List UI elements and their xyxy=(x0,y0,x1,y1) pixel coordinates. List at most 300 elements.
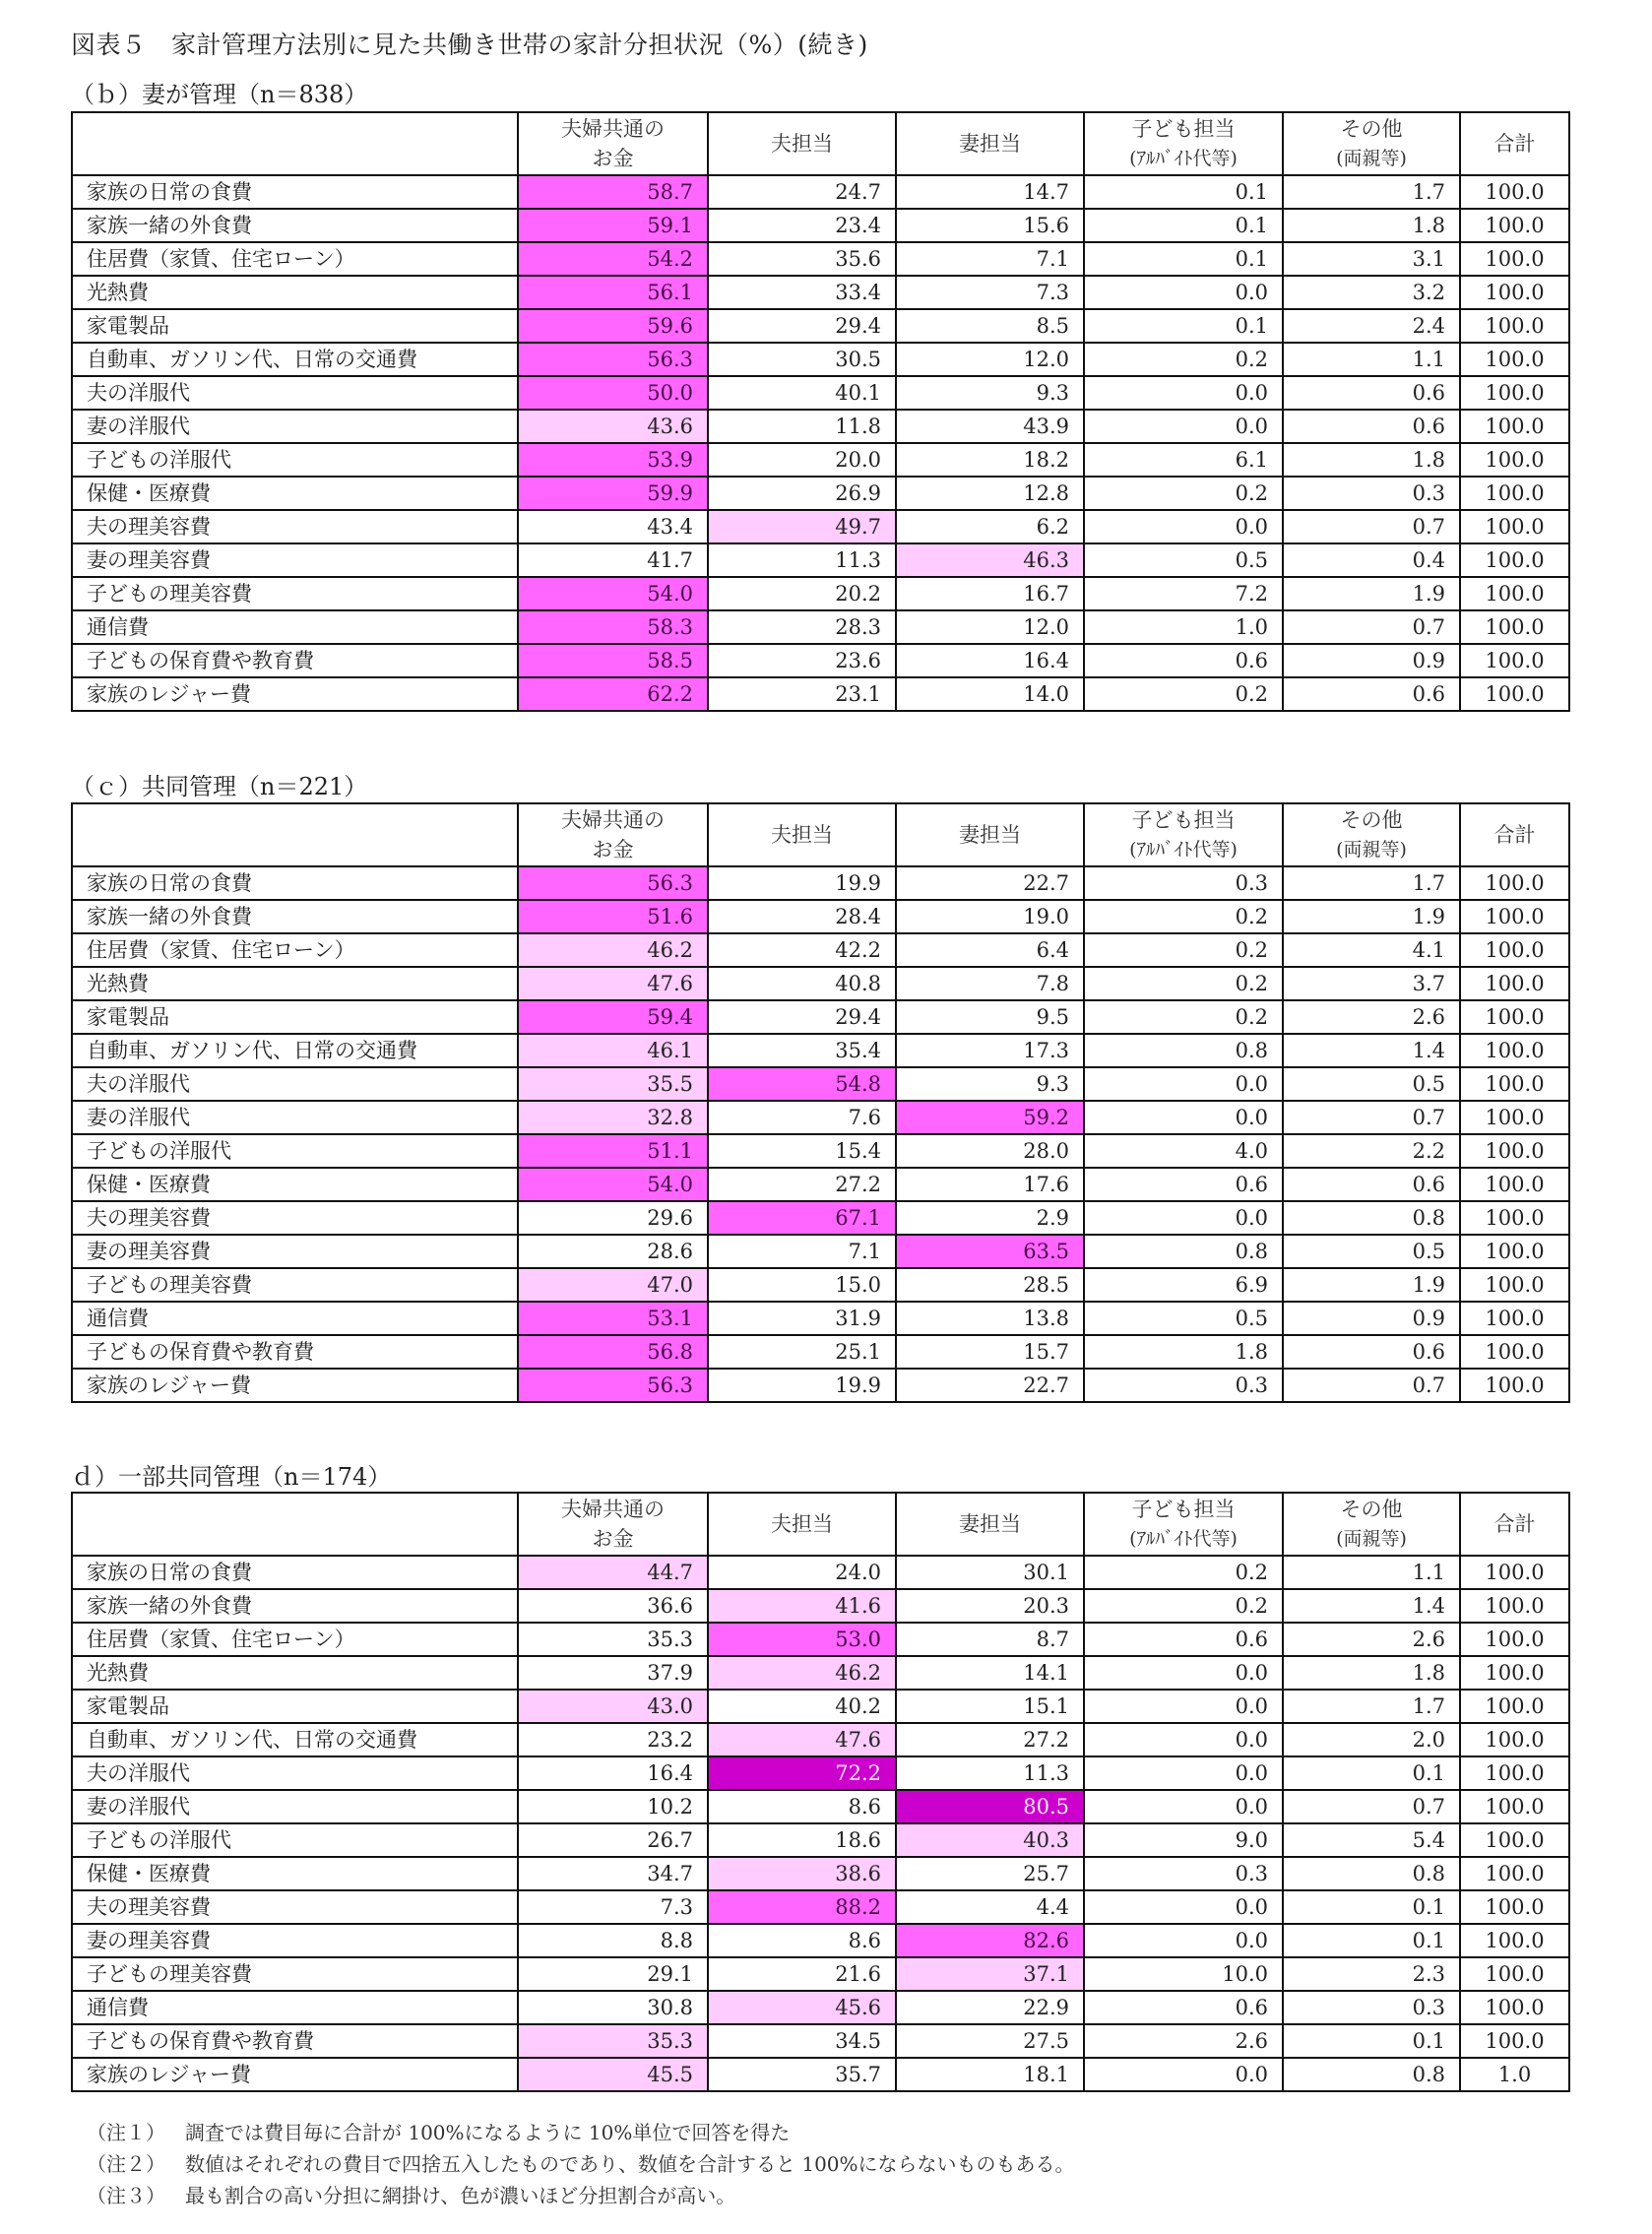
value-cell: 100.0 xyxy=(1460,1790,1569,1823)
value-cell: 4.0 xyxy=(1084,1134,1283,1168)
value-cell: 28.0 xyxy=(896,1134,1084,1168)
header-other: その他 (両親等) xyxy=(1283,1493,1460,1556)
highlighted-cell: 35.3 xyxy=(518,2024,708,2058)
value-cell: 100.0 xyxy=(1460,1756,1569,1790)
value-cell: 100.0 xyxy=(1460,1690,1569,1723)
highlighted-cell: 56.3 xyxy=(518,343,708,376)
value-cell: 0.0 xyxy=(1084,1723,1283,1756)
header-item xyxy=(72,1493,518,1556)
highlighted-cell: 72.2 xyxy=(708,1756,896,1790)
value-cell: 0.0 xyxy=(1084,510,1283,543)
value-cell: 100.0 xyxy=(1460,343,1569,376)
highlighted-cell: 51.6 xyxy=(518,900,708,933)
highlighted-cell: 41.6 xyxy=(708,1589,896,1623)
value-cell: 0.5 xyxy=(1084,543,1283,577)
value-cell: 0.8 xyxy=(1283,1857,1460,1890)
value-cell: 3.1 xyxy=(1283,242,1460,276)
value-cell: 19.0 xyxy=(896,900,1084,933)
row-label: 自動車、ガソリン代、日常の交通費 xyxy=(72,343,518,376)
header-wife: 妻担当 xyxy=(896,803,1084,866)
value-cell: 28.5 xyxy=(896,1268,1084,1302)
highlighted-cell: 59.9 xyxy=(518,477,708,510)
value-cell: 22.9 xyxy=(896,1991,1084,2024)
table-row xyxy=(72,343,1569,376)
row-label: 家族の日常の食費 xyxy=(72,175,518,209)
value-cell: 100.0 xyxy=(1460,677,1569,711)
highlighted-cell: 49.7 xyxy=(708,510,896,543)
value-cell: 9.3 xyxy=(896,1067,1084,1101)
value-cell: 12.0 xyxy=(896,343,1084,376)
highlighted-cell: 47.6 xyxy=(518,967,708,1000)
value-cell: 42.2 xyxy=(708,933,896,967)
table-row xyxy=(72,543,1569,577)
table-row xyxy=(72,1924,1569,1957)
row-label: 家族の日常の食費 xyxy=(72,866,518,900)
table-row xyxy=(72,1134,1569,1168)
highlighted-cell: 59.6 xyxy=(518,309,708,343)
table-row xyxy=(72,967,1569,1000)
table-row xyxy=(72,933,1569,967)
highlighted-cell: 46.1 xyxy=(518,1034,708,1067)
highlighted-cell: 53.0 xyxy=(708,1623,896,1656)
value-cell: 28.3 xyxy=(708,610,896,644)
table-row xyxy=(72,1302,1569,1335)
value-cell: 0.0 xyxy=(1084,1656,1283,1690)
value-cell: 0.3 xyxy=(1084,1369,1283,1402)
row-label: 住居費（家賃、住宅ローン） xyxy=(72,242,518,276)
value-cell: 0.6 xyxy=(1283,1335,1460,1369)
row-label: 妻の理美容費 xyxy=(72,1924,518,1957)
table-row xyxy=(72,376,1569,410)
value-cell: 1.7 xyxy=(1283,866,1460,900)
value-cell: 22.7 xyxy=(896,1369,1084,1402)
row-label: 夫の理美容費 xyxy=(72,510,518,543)
highlighted-cell: 46.3 xyxy=(896,543,1084,577)
value-cell: 18.6 xyxy=(708,1823,896,1857)
value-cell: 100.0 xyxy=(1460,1723,1569,1756)
section-title-c: （ｃ）共同管理（n＝221） xyxy=(71,773,368,800)
value-cell: 0.1 xyxy=(1084,175,1283,209)
value-cell: 0.9 xyxy=(1283,644,1460,677)
highlighted-cell: 43.0 xyxy=(518,1690,708,1723)
highlighted-cell: 45.5 xyxy=(518,2058,708,2091)
value-cell: 0.3 xyxy=(1084,1857,1283,1890)
value-cell: 0.0 xyxy=(1084,1101,1283,1134)
row-label: 家族一緒の外食費 xyxy=(72,900,518,933)
table-row xyxy=(72,1000,1569,1034)
value-cell: 27.2 xyxy=(896,1723,1084,1756)
row-label: 住居費（家賃、住宅ローン） xyxy=(72,1623,518,1656)
value-cell: 7.3 xyxy=(518,1890,708,1924)
table-row xyxy=(72,1168,1569,1201)
value-cell: 0.0 xyxy=(1084,276,1283,309)
value-cell: 1.4 xyxy=(1283,1034,1460,1067)
table-row xyxy=(72,276,1569,309)
row-label: 家電製品 xyxy=(72,309,518,343)
value-cell: 1.7 xyxy=(1283,175,1460,209)
value-cell: 0.1 xyxy=(1084,209,1283,242)
value-cell: 0.4 xyxy=(1283,543,1460,577)
row-label: 光熱費 xyxy=(72,967,518,1000)
value-cell: 100.0 xyxy=(1460,1857,1569,1890)
value-cell: 100.0 xyxy=(1460,443,1569,477)
header-other: その他 (両親等) xyxy=(1283,803,1460,866)
value-cell: 31.9 xyxy=(708,1302,896,1335)
highlighted-cell: 56.8 xyxy=(518,1335,708,1369)
highlighted-cell: 32.8 xyxy=(518,1101,708,1134)
table-row xyxy=(72,1268,1569,1302)
header-shared-money: 夫婦共通の お金 xyxy=(518,1493,708,1556)
value-cell: 100.0 xyxy=(1460,1991,1569,2024)
row-label: 家族一緒の外食費 xyxy=(72,1589,518,1623)
header-other: その他 (両親等) xyxy=(1283,112,1460,175)
table-row xyxy=(72,1790,1569,1823)
value-cell: 23.1 xyxy=(708,677,896,711)
row-label: 自動車、ガソリン代、日常の交通費 xyxy=(72,1723,518,1756)
value-cell: 21.6 xyxy=(708,1957,896,1991)
value-cell: 20.2 xyxy=(708,577,896,610)
value-cell: 40.8 xyxy=(708,967,896,1000)
value-cell: 1.1 xyxy=(1283,1556,1460,1589)
value-cell: 33.4 xyxy=(708,276,896,309)
value-cell: 29.4 xyxy=(708,1000,896,1034)
table-row xyxy=(72,443,1569,477)
value-cell: 22.7 xyxy=(896,866,1084,900)
value-cell: 18.1 xyxy=(896,2058,1084,2091)
row-label: 子どもの保育費や教育費 xyxy=(72,2024,518,2058)
table-row xyxy=(72,1369,1569,1402)
value-cell: 100.0 xyxy=(1460,1656,1569,1690)
value-cell: 30.5 xyxy=(708,343,896,376)
value-cell: 27.2 xyxy=(708,1168,896,1201)
value-cell: 0.2 xyxy=(1084,1000,1283,1034)
value-cell: 2.0 xyxy=(1283,1723,1460,1756)
row-label: 妻の理美容費 xyxy=(72,543,518,577)
table-row xyxy=(72,1623,1569,1656)
value-cell: 7.3 xyxy=(896,276,1084,309)
header-child: 子ども担当 (ｱﾙﾊﾞｲﾄ代等) xyxy=(1084,803,1283,866)
value-cell: 0.2 xyxy=(1084,933,1283,967)
row-label: 子どもの洋服代 xyxy=(72,443,518,477)
table-row xyxy=(72,900,1569,933)
value-cell: 0.3 xyxy=(1283,1991,1460,2024)
row-label: 光熱費 xyxy=(72,276,518,309)
value-cell: 9.5 xyxy=(896,1000,1084,1034)
value-cell: 0.6 xyxy=(1283,410,1460,443)
table-row xyxy=(72,1034,1569,1067)
highlighted-cell: 59.1 xyxy=(518,209,708,242)
value-cell: 0.1 xyxy=(1283,2024,1460,2058)
value-cell: 100.0 xyxy=(1460,1823,1569,1857)
value-cell: 25.7 xyxy=(896,1857,1084,1890)
value-cell: 0.1 xyxy=(1283,1756,1460,1790)
value-cell: 12.8 xyxy=(896,477,1084,510)
value-cell: 6.1 xyxy=(1084,443,1283,477)
highlighted-cell: 59.2 xyxy=(896,1101,1084,1134)
value-cell: 100.0 xyxy=(1460,610,1569,644)
row-label: 保健・医療費 xyxy=(72,477,518,510)
value-cell: 41.7 xyxy=(518,543,708,577)
value-cell: 100.0 xyxy=(1460,276,1569,309)
value-cell: 0.0 xyxy=(1084,1690,1283,1723)
highlighted-cell: 59.4 xyxy=(518,1000,708,1034)
row-label: 通信費 xyxy=(72,610,518,644)
value-cell: 15.4 xyxy=(708,1134,896,1168)
value-cell: 100.0 xyxy=(1460,1235,1569,1268)
value-cell: 100.0 xyxy=(1460,1101,1569,1134)
highlighted-cell: 56.3 xyxy=(518,866,708,900)
table-row xyxy=(72,1723,1569,1756)
highlighted-cell: 43.6 xyxy=(518,410,708,443)
value-cell: 0.1 xyxy=(1283,1890,1460,1924)
value-cell: 30.1 xyxy=(896,1556,1084,1589)
value-cell: 2.2 xyxy=(1283,1134,1460,1168)
value-cell: 0.5 xyxy=(1283,1235,1460,1268)
row-label: 通信費 xyxy=(72,1302,518,1335)
value-cell: 16.4 xyxy=(896,644,1084,677)
value-cell: 100.0 xyxy=(1460,1924,1569,1957)
header-item xyxy=(72,803,518,866)
highlighted-cell: 54.0 xyxy=(518,577,708,610)
header-total: 合計 xyxy=(1460,1493,1569,1556)
footnote-3: （注３） 最も割合の高い分担に網掛け、色が濃いほど分担割合が高い。 xyxy=(87,2184,736,2207)
highlighted-cell: 47.0 xyxy=(518,1268,708,1302)
value-cell: 100.0 xyxy=(1460,242,1569,276)
header-wife: 妻担当 xyxy=(896,1493,1084,1556)
table-row xyxy=(72,577,1569,610)
value-cell: 0.0 xyxy=(1084,1790,1283,1823)
row-label: 保健・医療費 xyxy=(72,1168,518,1201)
value-cell: 43.9 xyxy=(896,410,1084,443)
value-cell: 1.9 xyxy=(1283,1268,1460,1302)
highlighted-cell: 58.3 xyxy=(518,610,708,644)
highlighted-cell: 54.0 xyxy=(518,1168,708,1201)
value-cell: 40.1 xyxy=(708,376,896,410)
value-cell: 34.5 xyxy=(708,2024,896,2058)
value-cell: 8.8 xyxy=(518,1924,708,1957)
value-cell: 23.4 xyxy=(708,209,896,242)
value-cell: 26.9 xyxy=(708,477,896,510)
value-cell: 100.0 xyxy=(1460,175,1569,209)
value-cell: 2.6 xyxy=(1084,2024,1283,2058)
value-cell: 0.3 xyxy=(1283,477,1460,510)
value-cell: 25.1 xyxy=(708,1335,896,1369)
row-label: 家電製品 xyxy=(72,1690,518,1723)
row-label: 通信費 xyxy=(72,1991,518,2024)
table-row xyxy=(72,1235,1569,1268)
header-husband: 夫担当 xyxy=(708,1493,896,1556)
value-cell: 43.4 xyxy=(518,510,708,543)
value-cell: 100.0 xyxy=(1460,2024,1569,2058)
value-cell: 37.9 xyxy=(518,1656,708,1690)
value-cell: 0.6 xyxy=(1084,1991,1283,2024)
value-cell: 9.0 xyxy=(1084,1823,1283,1857)
value-cell: 100.0 xyxy=(1460,410,1569,443)
value-cell: 0.2 xyxy=(1084,343,1283,376)
value-cell: 1.8 xyxy=(1084,1335,1283,1369)
value-cell: 0.8 xyxy=(1084,1235,1283,1268)
value-cell: 7.1 xyxy=(896,242,1084,276)
value-cell: 19.9 xyxy=(708,1369,896,1402)
row-label: 家族のレジャー費 xyxy=(72,1369,518,1402)
highlighted-cell: 88.2 xyxy=(708,1890,896,1924)
row-label: 夫の理美容費 xyxy=(72,1201,518,1235)
table-row xyxy=(72,1890,1569,1924)
highlighted-cell: 58.7 xyxy=(518,175,708,209)
value-cell: 8.6 xyxy=(708,1790,896,1823)
header-child: 子ども担当 (ｱﾙﾊﾞｲﾄ代等) xyxy=(1084,1493,1283,1556)
value-cell: 35.6 xyxy=(708,242,896,276)
value-cell: 0.1 xyxy=(1084,242,1283,276)
value-cell: 0.7 xyxy=(1283,510,1460,543)
value-cell: 11.3 xyxy=(708,543,896,577)
header-wife: 妻担当 xyxy=(896,112,1084,175)
row-label: 夫の理美容費 xyxy=(72,1890,518,1924)
value-cell: 24.0 xyxy=(708,1556,896,1589)
value-cell: 0.0 xyxy=(1084,2058,1283,2091)
value-cell: 100.0 xyxy=(1460,477,1569,510)
highlighted-cell: 58.5 xyxy=(518,644,708,677)
header-shared-money: 夫婦共通の お金 xyxy=(518,112,708,175)
value-cell: 1.8 xyxy=(1283,1656,1460,1690)
value-cell: 0.7 xyxy=(1283,1101,1460,1134)
highlighted-cell: 35.5 xyxy=(518,1067,708,1101)
row-label: 子どもの理美容費 xyxy=(72,577,518,610)
table-row xyxy=(72,1991,1569,2024)
highlighted-cell: 62.2 xyxy=(518,677,708,711)
value-cell: 29.6 xyxy=(518,1201,708,1235)
table-row xyxy=(72,610,1569,644)
value-cell: 35.7 xyxy=(708,2058,896,2091)
value-cell: 8.6 xyxy=(708,1924,896,1957)
footnote-2: （注２） 数値はそれぞれの費目で四捨五入したものであり、数値を合計すると 100%にならないものもある。 xyxy=(87,2152,1075,2176)
highlighted-cell: 45.6 xyxy=(708,1991,896,2024)
value-cell: 0.6 xyxy=(1084,1623,1283,1656)
table-row xyxy=(72,1067,1569,1101)
value-cell: 0.2 xyxy=(1084,477,1283,510)
value-cell: 100.0 xyxy=(1460,577,1569,610)
table-row xyxy=(72,1101,1569,1134)
row-label: 保健・医療費 xyxy=(72,1857,518,1890)
value-cell: 30.8 xyxy=(518,1991,708,2024)
value-cell: 23.6 xyxy=(708,644,896,677)
value-cell: 0.0 xyxy=(1084,376,1283,410)
table-row xyxy=(72,1335,1569,1369)
header-total: 合計 xyxy=(1460,112,1569,175)
table-row xyxy=(72,2058,1569,2091)
table-row xyxy=(72,677,1569,711)
highlighted-cell: 53.9 xyxy=(518,443,708,477)
header-shared-money: 夫婦共通の お金 xyxy=(518,803,708,866)
highlighted-cell: 44.7 xyxy=(518,1556,708,1589)
table-row xyxy=(72,1756,1569,1790)
value-cell: 0.0 xyxy=(1084,1201,1283,1235)
value-cell: 0.0 xyxy=(1084,1067,1283,1101)
value-cell: 13.8 xyxy=(896,1302,1084,1335)
value-cell: 1.7 xyxy=(1283,1690,1460,1723)
highlighted-cell: 40.3 xyxy=(896,1823,1084,1857)
figure-title: 図表５ 家計管理方法別に見た共働き世帯の家計分担状況（%）(続き) xyxy=(71,31,868,59)
value-cell: 6.4 xyxy=(896,933,1084,967)
value-cell: 0.0 xyxy=(1084,1890,1283,1924)
value-cell: 100.0 xyxy=(1460,644,1569,677)
value-cell: 100.0 xyxy=(1460,1034,1569,1067)
value-cell: 0.1 xyxy=(1084,309,1283,343)
row-label: 家族一緒の外食費 xyxy=(72,209,518,242)
value-cell: 2.4 xyxy=(1283,309,1460,343)
row-label: 子どもの洋服代 xyxy=(72,1823,518,1857)
value-cell: 11.3 xyxy=(896,1756,1084,1790)
highlighted-cell: 53.1 xyxy=(518,1302,708,1335)
value-cell: 7.8 xyxy=(896,967,1084,1000)
value-cell: 0.0 xyxy=(1084,1924,1283,1957)
row-label: 妻の洋服代 xyxy=(72,1101,518,1134)
value-cell: 27.5 xyxy=(896,2024,1084,2058)
value-cell: 0.0 xyxy=(1084,410,1283,443)
table-row xyxy=(72,644,1569,677)
value-cell: 0.2 xyxy=(1084,1589,1283,1623)
section-title-b: （ｂ）妻が管理（n＝838） xyxy=(71,81,368,108)
row-label: 住居費（家賃、住宅ローン） xyxy=(72,933,518,967)
value-cell: 24.7 xyxy=(708,175,896,209)
value-cell: 0.7 xyxy=(1283,610,1460,644)
value-cell: 23.2 xyxy=(518,1723,708,1756)
row-label: 子どもの保育費や教育費 xyxy=(72,644,518,677)
value-cell: 8.5 xyxy=(896,309,1084,343)
table-row xyxy=(72,209,1569,242)
value-cell: 100.0 xyxy=(1460,543,1569,577)
value-cell: 26.7 xyxy=(518,1823,708,1857)
table-partially-joint-managed xyxy=(71,1492,1570,2092)
value-cell: 16.4 xyxy=(518,1756,708,1790)
value-cell: 6.2 xyxy=(896,510,1084,543)
value-cell: 100.0 xyxy=(1460,1302,1569,1335)
value-cell: 0.2 xyxy=(1084,900,1283,933)
highlighted-cell: 80.5 xyxy=(896,1790,1084,1823)
value-cell: 0.8 xyxy=(1283,1201,1460,1235)
row-label: 妻の洋服代 xyxy=(72,1790,518,1823)
value-cell: 1.4 xyxy=(1283,1589,1460,1623)
value-cell: 1.0 xyxy=(1084,610,1283,644)
table-row xyxy=(72,510,1569,543)
value-cell: 4.4 xyxy=(896,1890,1084,1924)
value-cell: 100.0 xyxy=(1460,900,1569,933)
value-cell: 100.0 xyxy=(1460,1335,1569,1369)
value-cell: 100.0 xyxy=(1460,1369,1569,1402)
value-cell: 0.8 xyxy=(1084,1034,1283,1067)
value-cell: 100.0 xyxy=(1460,510,1569,543)
table-row xyxy=(72,1857,1569,1890)
value-cell: 0.6 xyxy=(1283,376,1460,410)
value-cell: 0.6 xyxy=(1283,677,1460,711)
table-row xyxy=(72,242,1569,276)
highlighted-cell: 38.6 xyxy=(708,1857,896,1890)
highlighted-cell: 67.1 xyxy=(708,1201,896,1235)
value-cell: 100.0 xyxy=(1460,1201,1569,1235)
value-cell: 0.6 xyxy=(1084,1168,1283,1201)
row-label: 子どもの保育費や教育費 xyxy=(72,1335,518,1369)
value-cell: 7.2 xyxy=(1084,577,1283,610)
value-cell: 12.0 xyxy=(896,610,1084,644)
value-cell: 100.0 xyxy=(1460,1268,1569,1302)
value-cell: 100.0 xyxy=(1460,209,1569,242)
row-label: 家電製品 xyxy=(72,1000,518,1034)
value-cell: 2.9 xyxy=(896,1201,1084,1235)
row-label: 妻の洋服代 xyxy=(72,410,518,443)
table-row xyxy=(72,175,1569,209)
value-cell: 1.8 xyxy=(1283,443,1460,477)
table-row xyxy=(72,866,1569,900)
